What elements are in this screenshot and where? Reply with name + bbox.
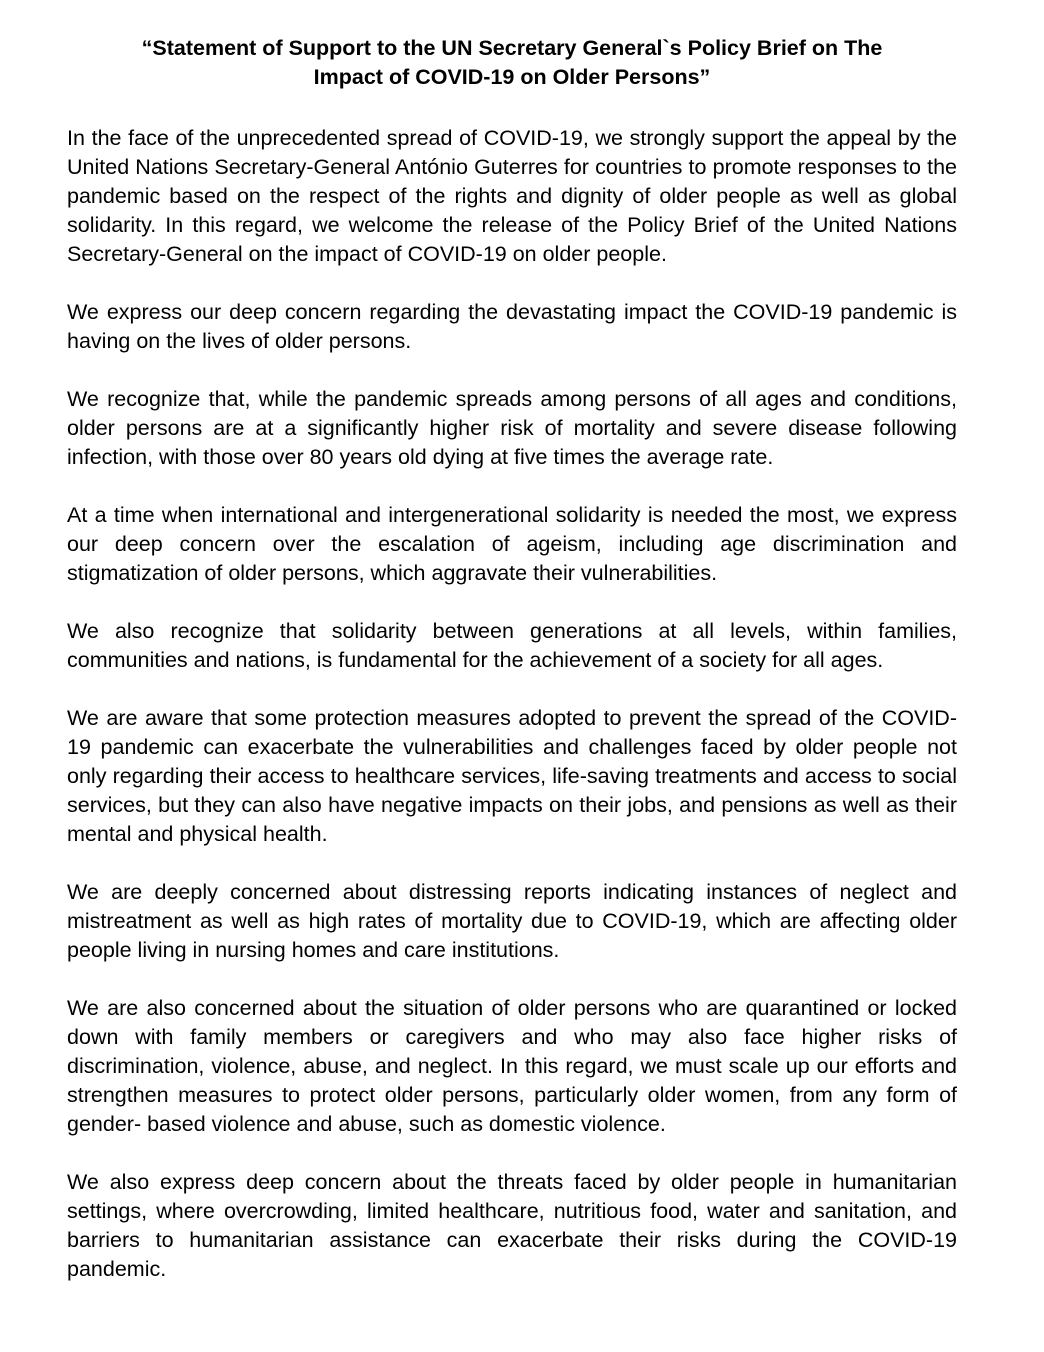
paragraph-5: We also recognize that solidarity between generations at all levels, within families, communities and nations, is fundamental for the achievement of a society for all ages.	[67, 619, 957, 672]
paragraph-2: We express our deep concern regarding the devastating impact the COVID-19 pandemic is having on the lives of older persons.	[67, 300, 957, 353]
paragraph-9: We also express deep concern about the threats faced by older people in humanitarian settings, where overcrowding, limited healthcare, nutritious food, water and sanitation, and barriers to humanitarian assistance can exacerbate their risks during the COVID-19 pandemic.	[67, 1170, 957, 1281]
paragraph-1: In the face of the unprecedented spread of COVID-19, we strongly support the appeal by the United Nations Secretary-General António Guterres for countries to promote responses to the pandemic based on the respect of the rights and dignity of older people as well as global solidarity. In this regard, we welcome the release of the Policy Brief of the United Nations Secretary-General on the impact of COVID-19 on older people.	[67, 126, 957, 266]
title-line-1: “Statement of Support to the UN Secretary General`s Policy Brief on The	[141, 36, 883, 60]
paragraph-3: We recognize that, while the pandemic spreads among persons of all ages and conditions, older persons are at a significantly higher risk of mortality and severe disease following infection, with those over 80 years old dying at five times the average rate.	[67, 387, 957, 469]
paragraph-8: We are also concerned about the situation of older persons who are quarantined or locked down with family members or caregivers and who may also face higher risks of discrimination, violence, abuse, and neglect. In this regard, we must scale up our efforts and strengthen measures to protect older persons, particularly older women, from any form of gender- based violence and abuse, such as domestic violence.	[67, 996, 957, 1136]
paragraph-6: We are aware that some protection measures adopted to prevent the spread of the COVID-19 pandemic can exacerbate the vulnerabilities and challenges faced by older people not only regarding their access to healthcare services, life-saving treatments and access to social services, but they can also have negative impacts on their jobs, and pensions as well as their mental and physical health.	[67, 706, 957, 846]
paragraph-4: At a time when international and intergenerational solidarity is needed the most, we express our deep concern over the escalation of ageism, including age discrimination and stigmatization of older persons, which aggravate their vulnerabilities.	[67, 503, 957, 585]
document-title	[67, 34, 957, 92]
paragraph-7: We are deeply concerned about distressing reports indicating instances of neglect and mistreatment as well as high rates of mortality due to COVID-19, which are affecting older people living in nursing homes and care institutions.	[67, 880, 957, 962]
document-page	[67, 34, 957, 1313]
title-line-2: Impact of COVID-19 on Older Persons”	[313, 65, 711, 89]
